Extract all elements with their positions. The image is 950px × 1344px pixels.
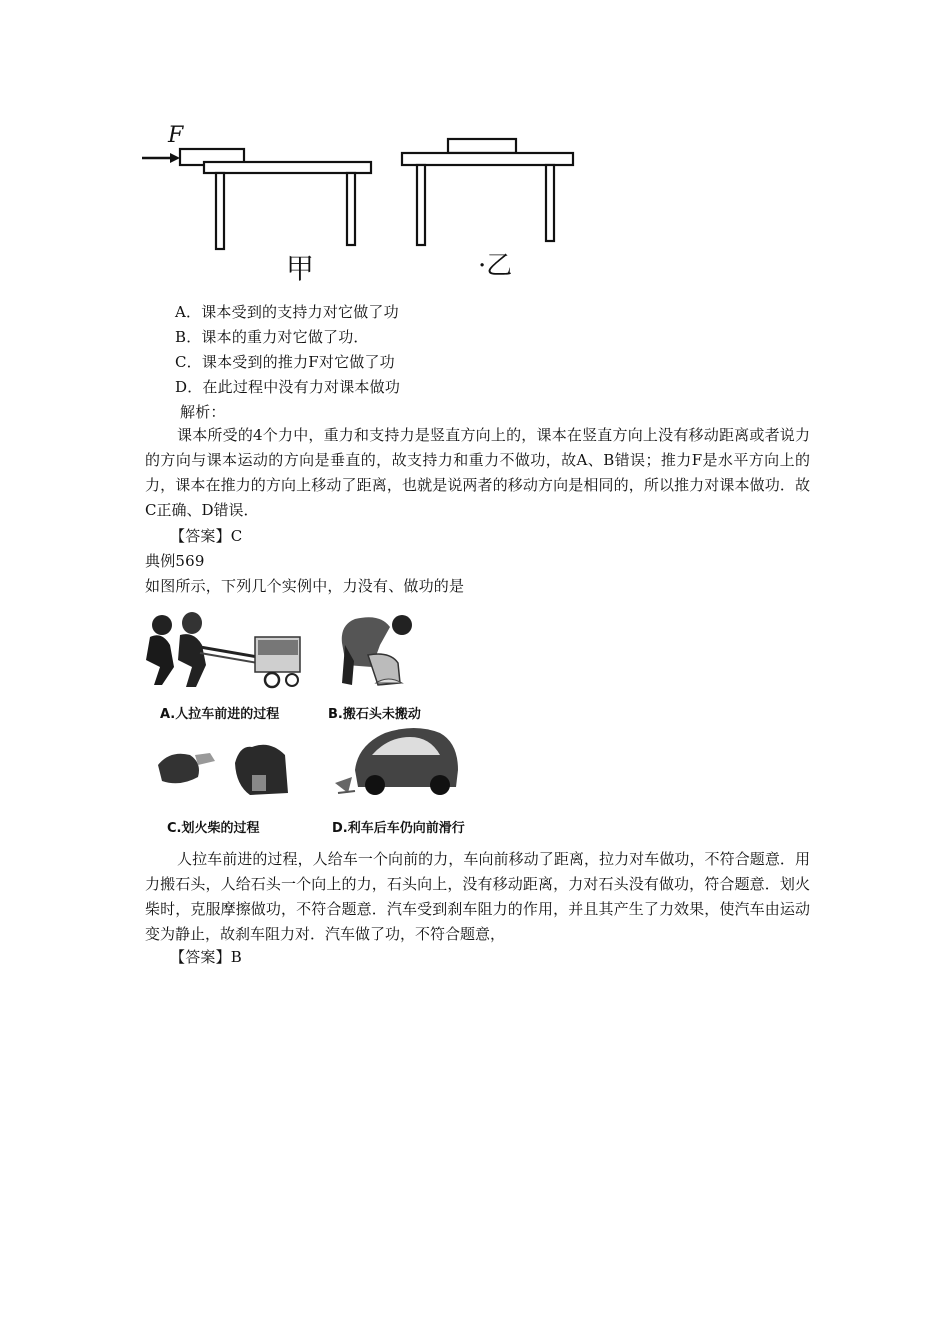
caption-b: B.搬石头未搬动 xyxy=(328,707,421,722)
examples-illustration xyxy=(140,605,485,840)
tables-diagram xyxy=(140,118,590,288)
force-arrow-head xyxy=(170,153,180,163)
image-pulling-cart xyxy=(146,612,300,687)
explanation-paragraph: 人拉车前进的过程，人给车一个向前的力，车向前移动了距离，拉力对车做功，不符合题意．用力搬石头，人给石头一个向上的力，石头向上，没有移动距离，力对石头没有做功，符合题意．划火柴时，克服摩擦做功，不符合题意．汽车受到刹车阻力的作用，并且其产生了力效果，使汽车由运动变为静止，故刹车阻力对．汽车做了功，不符合题意， xyxy=(145,850,810,943)
table-right-leg-2 xyxy=(546,165,554,241)
table-right-leg-1 xyxy=(417,165,425,245)
option-b: B．课本的重力对它做了功． xyxy=(175,328,369,346)
table-left-leg-1 xyxy=(216,173,224,249)
figure-examples xyxy=(140,605,485,840)
image-striking-match xyxy=(158,745,288,795)
option-c: C．课本受到的推力F对它做了功 xyxy=(175,353,395,371)
option-d: D．在此过程中没有力对课本做功 xyxy=(175,378,401,396)
book-right xyxy=(448,139,516,153)
question-text: 如图所示，下列几个实例中，力没有、做功的是 xyxy=(145,577,465,595)
caption-a: A.人拉车前进的过程 xyxy=(160,707,280,722)
table-left-top xyxy=(204,162,371,173)
option-a: A．课本受到的支持力对它做了功 xyxy=(175,303,399,321)
analysis-heading: 解析： xyxy=(180,403,226,421)
answer-2: 【答案】B xyxy=(170,948,243,966)
image-lifting-stone xyxy=(342,615,412,685)
figure-tables xyxy=(140,118,590,288)
label-jia: 甲 xyxy=(286,252,315,285)
image-car-braking xyxy=(335,728,458,795)
answer-1: 【答案】C xyxy=(170,527,243,545)
table-left-leg-2 xyxy=(347,173,355,245)
caption-d: D.利车后车仍向前滑行 xyxy=(332,821,465,836)
analysis-paragraph: 课本所受的4个力中，重力和支持力是竖直方向上的，课本在竖直方向上没有移动距离或者说力的方向与课本运动的方向是垂直的，故支持力和重力不做功，故A、B错误；推力F是水平方向上的力，课本在推力的方向上移动了距离，也就是说两者的移动方向是相同的，所以推力对课本做功．故C正确、D错误． xyxy=(145,426,810,519)
force-label: F xyxy=(168,123,184,148)
caption-c: C.划火柴的过程 xyxy=(167,821,260,836)
example-title: 典例569 xyxy=(145,552,205,570)
label-yi: ·乙 xyxy=(478,251,513,281)
table-right-top xyxy=(402,153,573,165)
